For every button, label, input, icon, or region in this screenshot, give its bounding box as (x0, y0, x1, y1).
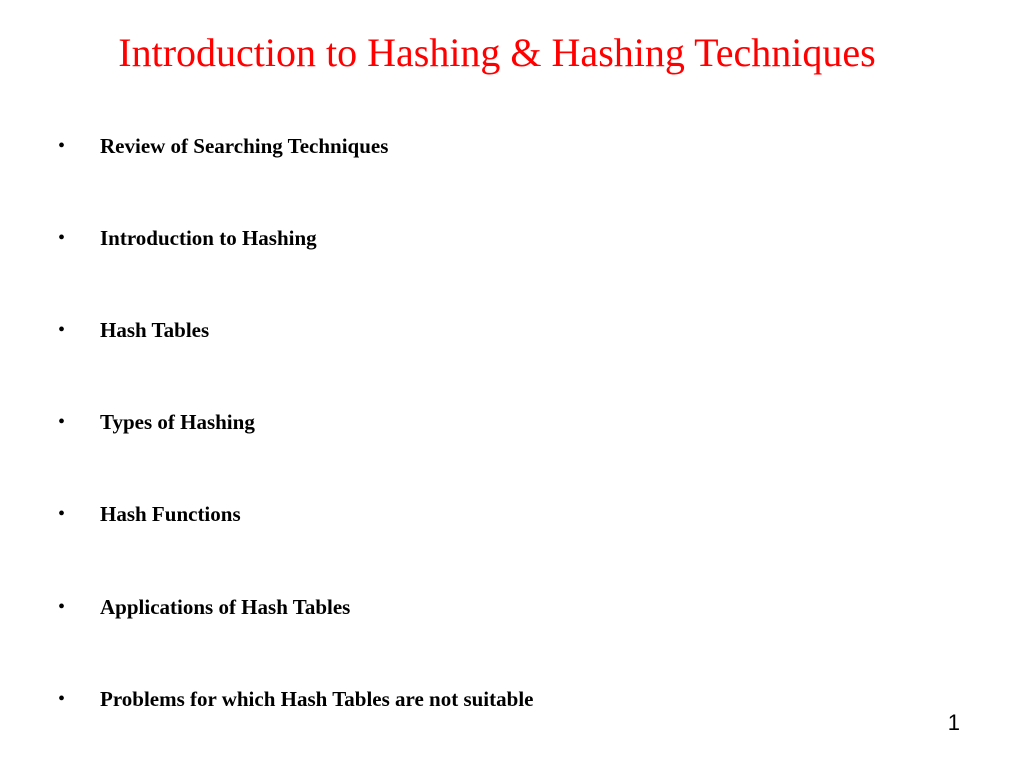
bullet-dot-icon: • (58, 227, 66, 249)
bullet-dot-icon: • (58, 411, 66, 433)
bullet-dot-icon: • (58, 319, 66, 341)
bullet-dot-icon: • (58, 135, 66, 157)
bullet-dot-icon: • (58, 503, 66, 525)
bullet-text: Problems for which Hash Tables are not suitable (100, 687, 534, 711)
slide-number: 1 (947, 710, 960, 735)
bullet-text: Types of Hashing (100, 410, 255, 434)
bullet-dot-icon: • (58, 688, 66, 710)
bullet-dot-icon: • (58, 596, 66, 618)
bullet-text: Hash Functions (100, 502, 241, 526)
bullet-text: Introduction to Hashing (100, 226, 317, 250)
bullet-text: Hash Tables (100, 318, 210, 342)
bullet-text: Applications of Hash Tables (100, 595, 351, 619)
bullet-text: Review of Searching Techniques (100, 134, 389, 158)
slide-title: Introduction to Hashing & Hashing Techniques (118, 30, 876, 75)
